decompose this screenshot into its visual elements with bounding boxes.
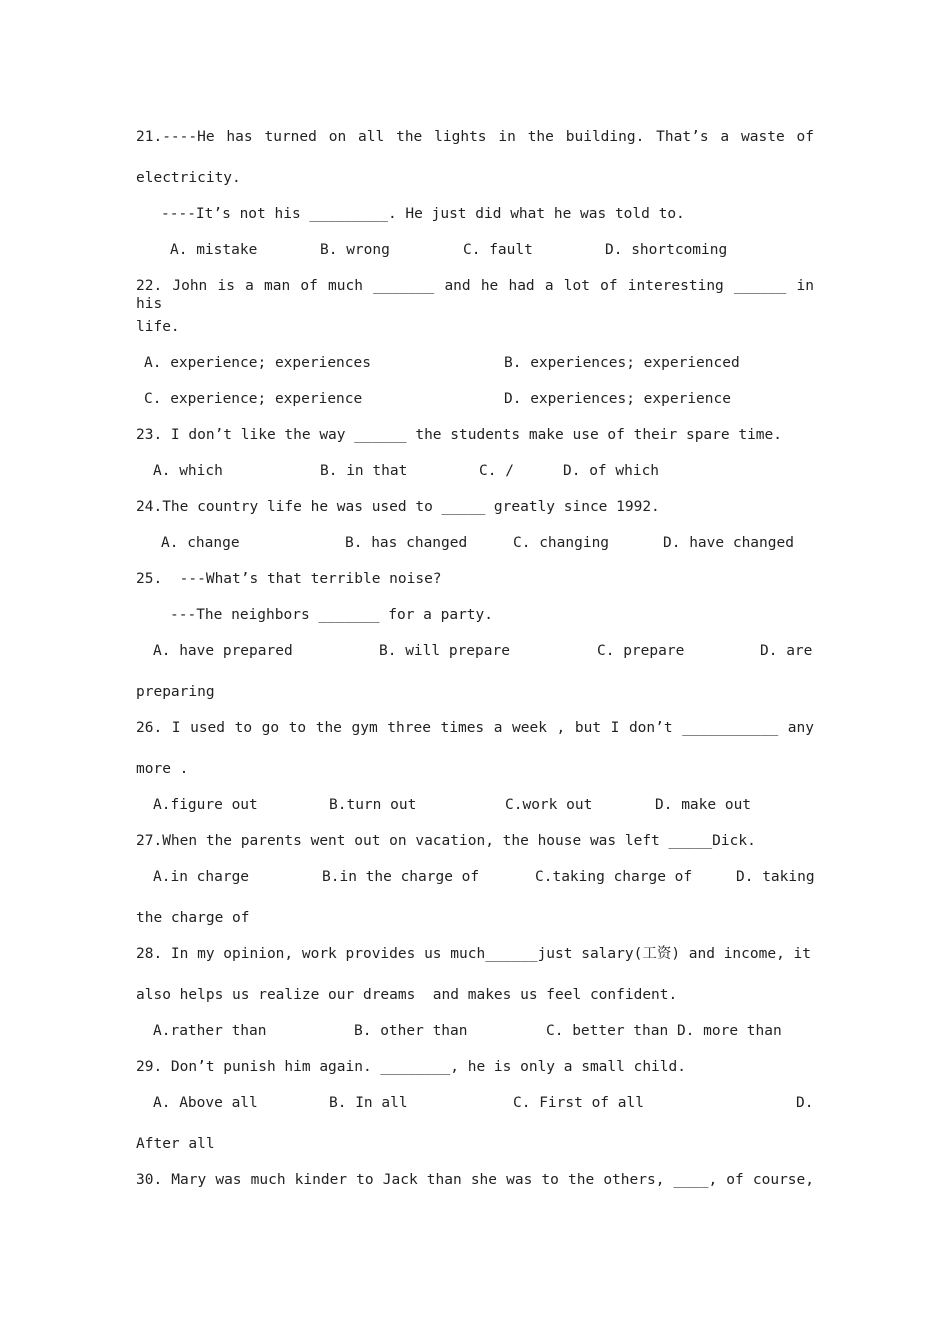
q22-stem-line1: 22. John is a man of much _______ and he had a lot of interesting ______ in his: [136, 278, 814, 312]
q21-stem-line1: 21.----He has turned on all the lights in the building. That’s a waste of: [136, 129, 814, 145]
q29-option-d-cont: After all: [136, 1136, 215, 1152]
q22-option-a: A. experience; experiences: [144, 355, 371, 371]
q25-option-c: C. prepare: [597, 643, 685, 659]
q28-stem-line2: also helps us realize our dreams and makes us feel confident.: [136, 987, 678, 1003]
q22-stem-line2: life.: [136, 319, 180, 335]
q21-option-c: C. fault: [463, 242, 533, 258]
q22-option-d: D. experiences; experience: [504, 391, 731, 407]
q21-reply: ----It’s not his _________. He just did what he was told to.: [161, 206, 685, 222]
q28-option-a: A.rather than: [153, 1023, 267, 1039]
q27-option-c: C.taking charge of: [535, 869, 693, 885]
q28-option-b: B. other than: [354, 1023, 468, 1039]
q26-option-d: D. make out: [655, 797, 752, 813]
q23-stem: 23. I don’t like the way ______ the students make use of their spare time.: [136, 427, 783, 443]
q27-stem: 27.When the parents went out on vacation, the house was left _____Dick.: [136, 833, 756, 849]
q23-option-a: A. which: [153, 463, 223, 479]
q22-option-b: B. experiences; experienced: [504, 355, 740, 371]
q28-option-c-d: C. better than D. more than: [546, 1023, 782, 1039]
q28-stem-line1: 28. In my opinion, work provides us much______just salary(工资) and income, it: [136, 946, 812, 962]
q27-option-d-cont: the charge of: [136, 910, 250, 926]
q26-option-c: C.work out: [505, 797, 593, 813]
q26-stem-line1: 26. I used to go to the gym three times a week , but I don’t ___________ any: [136, 720, 814, 736]
q25-option-d: D. are: [760, 643, 813, 659]
q26-option-a: A.figure out: [153, 797, 258, 813]
q25-reply: ---The neighbors _______ for a party.: [170, 607, 494, 623]
q24-option-b: B. has changed: [345, 535, 468, 551]
q21-option-b: B. wrong: [320, 242, 390, 258]
q27-option-d: D. taking: [736, 869, 815, 885]
q27-option-b: B.in the charge of: [322, 869, 480, 885]
q25-option-d-cont: preparing: [136, 684, 215, 700]
q26-stem-line2: more .: [136, 761, 189, 777]
q26-option-b: B.turn out: [329, 797, 417, 813]
q24-option-a: A. change: [161, 535, 240, 551]
q29-option-a: A. Above all: [153, 1095, 258, 1111]
q29-option-d: D.: [796, 1095, 814, 1111]
q30-stem: 30. Mary was much kinder to Jack than she was to the others, ____, of course,: [136, 1172, 814, 1188]
q25-stem: 25. ---What’s that terrible noise?: [136, 571, 442, 587]
q23-option-d: D. of which: [563, 463, 660, 479]
q22-option-c: C. experience; experience: [144, 391, 363, 407]
q24-option-c: C. changing: [513, 535, 610, 551]
q24-option-d: D. have changed: [663, 535, 794, 551]
q24-stem: 24.The country life he was used to _____ greatly since 1992.: [136, 499, 660, 515]
q29-stem: 29. Don’t punish him again. ________, he is only a small child.: [136, 1059, 686, 1075]
q21-option-d: D. shortcoming: [605, 242, 728, 258]
q23-option-c: C. /: [479, 463, 514, 479]
q23-option-b: B. in that: [320, 463, 408, 479]
q27-option-a: A.in charge: [153, 869, 250, 885]
q29-option-b: B. In all: [329, 1095, 408, 1111]
q21-stem-line2: electricity.: [136, 170, 241, 186]
q29-option-c: C. First of all: [513, 1095, 644, 1111]
q21-option-a: A. mistake: [170, 242, 258, 258]
q25-option-b: B. will prepare: [379, 643, 510, 659]
q25-option-a: A. have prepared: [153, 643, 293, 659]
